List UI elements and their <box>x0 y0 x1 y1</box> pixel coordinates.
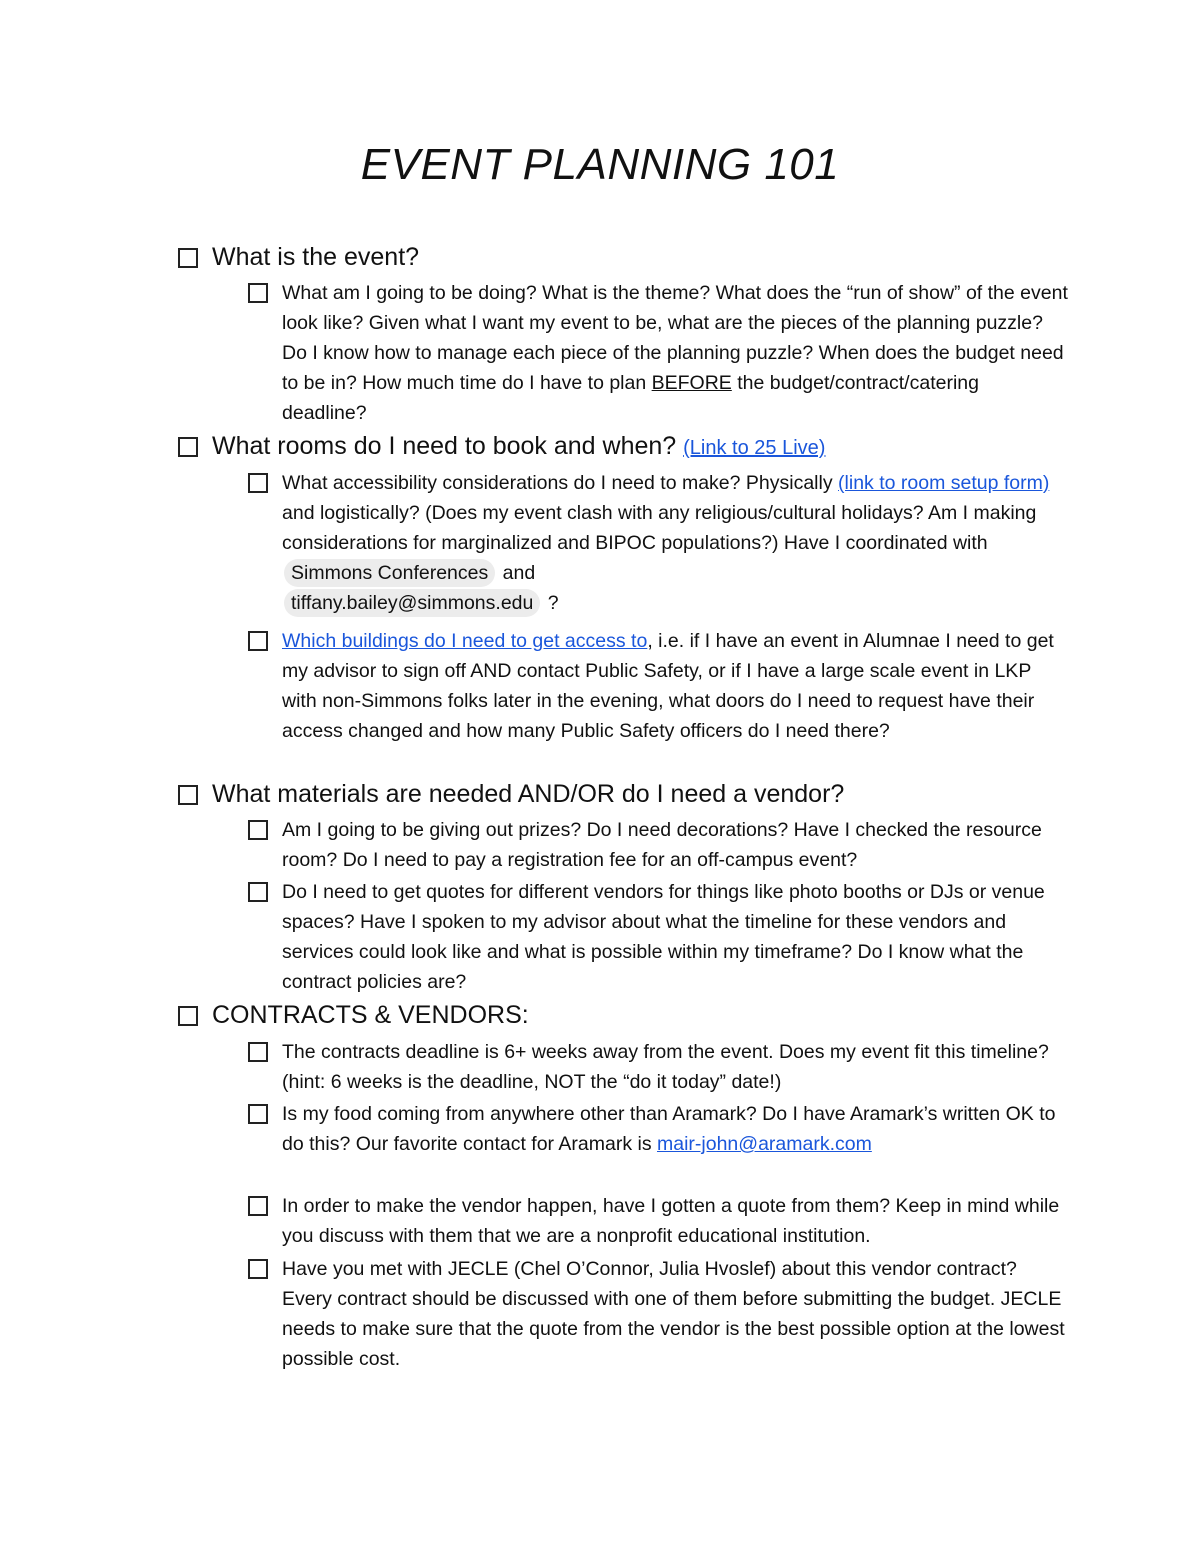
checklist-item-text: In order to make the vendor happen, have I gotten a quote from them? Keep in mind while you discuss with them that we are a nonprofit educational institution. <box>282 1195 1060 1247</box>
checkbox-icon[interactable] <box>248 882 268 902</box>
item-text: What accessibility considerations do I need to make? Physically <box>282 472 839 494</box>
checklist-item-text: The contracts deadline is 6+ weeks away from the event. Does my event fit this timeline? (hint: 6 weeks is the deadline, NOT the “do it today” date!) <box>282 1041 1049 1093</box>
checkbox-icon[interactable] <box>178 785 198 805</box>
item-text: and logistically? (Does my event clash with any religious/cultural holidays? Am I making considerations for marginalized and BIPOC populations?) Have I coordinated with <box>282 502 1037 554</box>
checkbox-icon[interactable] <box>248 473 268 493</box>
person-chip-email[interactable]: tiffany.bailey@simmons.edu <box>284 589 540 617</box>
section-heading-rooms <box>178 431 1078 463</box>
heading-text: What rooms do I need to book and when? <box>212 432 677 460</box>
person-chip-simmons-conferences[interactable]: Simmons Conferences <box>284 559 495 587</box>
checklist-item-text: Do I need to get quotes for different vendors for things like photo booths or DJs or venue spaces? Have I spoken to my advisor about what the timeline for these vendors and services could look like and what is possible within my timeframe? Do I know what the contract policies are? <box>282 881 1045 993</box>
emphasis-text: BEFORE <box>651 372 732 394</box>
checklist-item <box>248 626 1068 746</box>
checklist-item <box>248 1099 1068 1159</box>
item-text: the budget/contract/catering deadline? <box>282 372 979 424</box>
checklist-item-text <box>282 1099 1068 1159</box>
link-aramark-email[interactable]: mair-john@aramark.com <box>657 1133 872 1155</box>
checkbox-icon[interactable] <box>248 631 268 651</box>
item-text: Is my food coming from anywhere other than Aramark? Do I have Aramark’s written OK to do this? Our favorite contact for Aramark is <box>282 1103 1056 1155</box>
checklist-item <box>248 877 1068 997</box>
checklist-item-text <box>282 468 1068 618</box>
checkbox-icon[interactable] <box>178 437 198 457</box>
section-heading-text <box>212 431 1078 463</box>
section-heading-text: What materials are needed AND/OR do I need a vendor? <box>212 780 845 808</box>
section-heading-contracts <box>178 1000 1078 1030</box>
checklist-item-text <box>282 278 1068 428</box>
item-text: What am I going to be doing? What is the theme? What does the “run of show” of the event look like? Given what I want my event to be, what are the pieces of the planning puzzle? Do I know how to manage each piece of the planning puzzle? When does the budget need to be in? How much time do I have to plan <box>282 282 1068 394</box>
checkbox-icon[interactable] <box>178 248 198 268</box>
section-heading-text: CONTRACTS & VENDORS: <box>212 1001 529 1029</box>
checklist-item <box>248 1254 1068 1374</box>
checkbox-icon[interactable] <box>248 1259 268 1279</box>
link-25-live[interactable]: (Link to 25 Live) <box>683 437 826 459</box>
checkbox-icon[interactable] <box>248 1104 268 1124</box>
checklist-item <box>248 468 1068 618</box>
section-heading-materials <box>178 779 1078 809</box>
item-text: ? <box>542 592 559 614</box>
checklist-item <box>248 278 1068 428</box>
checkbox-icon[interactable] <box>248 820 268 840</box>
link-room-setup-form[interactable]: (link to room setup form) <box>838 472 1050 494</box>
checkbox-icon[interactable] <box>248 1042 268 1062</box>
checklist-item-text <box>282 626 1068 746</box>
checkbox-icon[interactable] <box>248 283 268 303</box>
checkbox-icon[interactable] <box>248 1196 268 1216</box>
checklist-item <box>248 1191 1068 1251</box>
checklist-item <box>248 1037 1068 1097</box>
section-heading-text: What is the event? <box>212 243 420 271</box>
checkbox-icon[interactable] <box>178 1006 198 1026</box>
checklist-item <box>248 815 1068 875</box>
item-text: and <box>497 562 536 584</box>
page-title: EVENT PLANNING 101 <box>360 140 840 189</box>
checklist-item-text: Have you met with JECLE (Chel O’Connor, Julia Hvoslef) about this vendor contract? Every contract should be discussed with one of them before submitting the budget. JECLE needs to make sure that the quote from the vendor is the best possible option at the lowest possible cost. <box>282 1258 1065 1370</box>
link-building-access[interactable]: Which buildings do I need to get access to <box>282 630 648 652</box>
section-heading-event <box>178 242 1078 272</box>
item-text: , i.e. if I have an event in Alumnae I need to get my advisor to sign off AND contact Public Safety, or if I have a large scale event in LKP with non-Simmons folks later in the evening, what doors do I need to request have their access changed and how many Public Safety officers do I need there? <box>282 630 1054 742</box>
checklist-item-text: Am I going to be giving out prizes? Do I need decorations? Have I checked the resource room? Do I need to pay a registration fee for an off-campus event? <box>282 819 1042 871</box>
